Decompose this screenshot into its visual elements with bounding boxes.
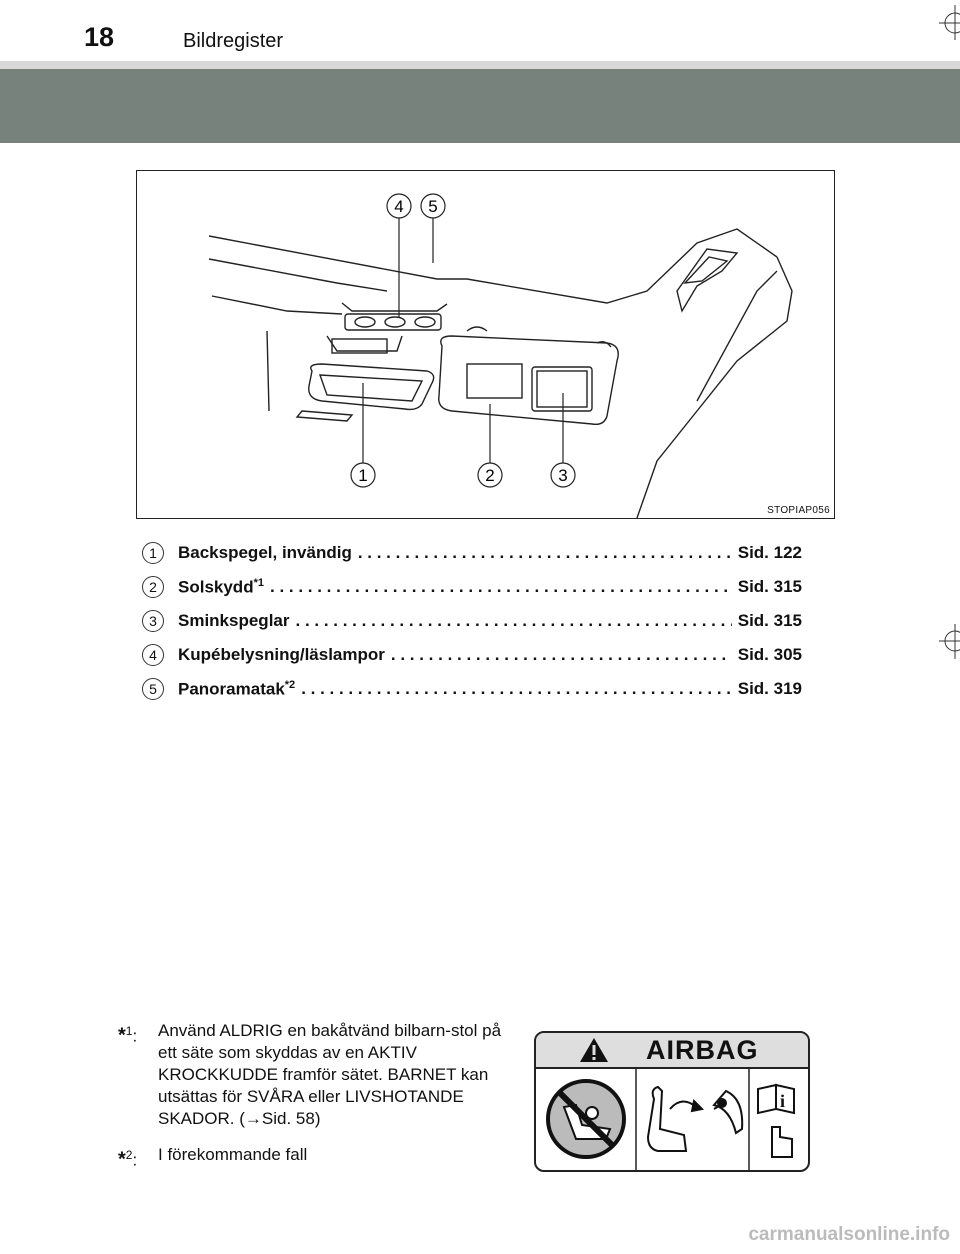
seat-airbag-icon — [648, 1087, 742, 1151]
item-list — [142, 536, 802, 706]
callout-5: 5 — [428, 197, 438, 216]
list-item — [142, 570, 802, 604]
callout-2: 2 — [485, 466, 495, 485]
leader-dots — [296, 611, 732, 631]
item-label: Kupébelysning/läslampor — [178, 645, 385, 664]
footnote-marker: *$^1$: — [118, 1024, 138, 1047]
manual-info-icon — [758, 1085, 794, 1157]
no-rear-facing-seat-icon — [548, 1081, 624, 1157]
figure-code: STOPIAP056 — [767, 505, 830, 516]
crop-mark-right-icon — [935, 624, 960, 659]
item-label: Sminkspeglar — [178, 611, 290, 630]
item-number: 1 — [142, 542, 164, 564]
page-reference[interactable]: Sid. 319 — [737, 679, 802, 698]
crop-mark-top-right-icon — [935, 5, 960, 40]
callout-3: 3 — [558, 466, 568, 485]
item-number: 4 — [142, 644, 164, 666]
page-reference[interactable]: Sid. 315 — [737, 611, 802, 630]
leader-dots — [391, 645, 732, 665]
leader-dots — [301, 679, 732, 699]
callout-4: 4 — [394, 197, 404, 216]
footnote-2 — [118, 1144, 508, 1171]
list-item — [142, 604, 802, 638]
header-rule — [0, 61, 960, 69]
footnotes — [118, 1020, 508, 1180]
list-item — [142, 672, 802, 706]
roof-interior-illustration — [137, 171, 834, 518]
airbag-title: AIRBAG — [646, 1035, 759, 1065]
item-number: 2 — [142, 576, 164, 598]
section-title: Bildregister — [183, 30, 284, 52]
item-label: Panoramatak$^{*2}$ — [178, 678, 296, 699]
footnote-1 — [118, 1020, 508, 1130]
page-reference[interactable]: Sid. 315 — [737, 577, 802, 596]
airbag-pictograms — [536, 1069, 808, 1170]
footnote-text: Använd ALDRIG en bakåtvänd bilbarn-stol på ett säte som skyddas av en AKTIV KROCKKUDDE framför sätet. BARNET kan utsättas för SVÅRA eller LIVSHOTANDE SKADOR. (→Sid. 58) — [158, 1021, 502, 1128]
gray-banner — [0, 69, 960, 143]
page-header — [0, 0, 960, 62]
leader-dots — [358, 543, 732, 563]
leader-dots — [270, 577, 732, 597]
footnote-ref: *1 — [253, 576, 264, 589]
item-number: 5 — [142, 678, 164, 700]
list-item — [142, 638, 802, 672]
footnote-text: I förekommande fall — [158, 1145, 308, 1164]
item-number: 3 — [142, 610, 164, 632]
watermark: carmanualsonline.info — [748, 1224, 950, 1245]
list-item — [142, 536, 802, 570]
page-reference[interactable]: Sid. 305 — [737, 645, 802, 664]
warning-triangle-icon — [578, 1036, 610, 1064]
airbag-warning-label — [534, 1031, 810, 1172]
item-label: Backspegel, invändig — [178, 543, 352, 562]
footnote-marker: *$^2$: — [118, 1148, 138, 1171]
svg-text:i: i — [780, 1091, 786, 1111]
callout-1: 1 — [358, 466, 368, 485]
footnote-ref: *2 — [284, 678, 296, 691]
page-number: 18 — [84, 22, 115, 52]
airbag-label-header — [536, 1033, 808, 1069]
page-reference[interactable]: Sid. 122 — [737, 543, 802, 562]
interior-figure — [136, 170, 835, 519]
item-label: Solskydd$^{*1}$ — [178, 576, 264, 597]
